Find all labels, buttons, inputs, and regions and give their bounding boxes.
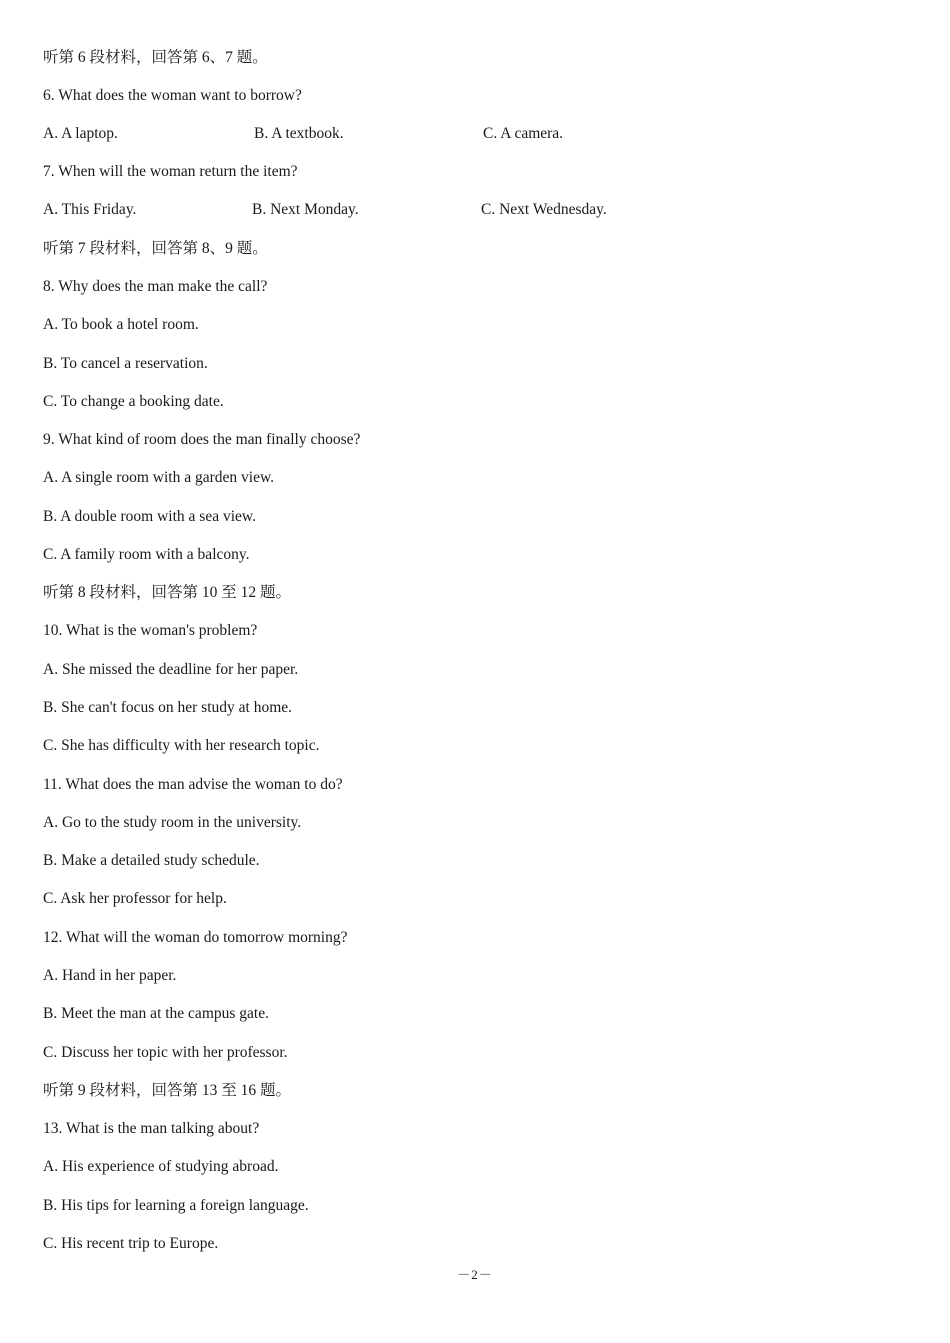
option-9a: A. A single room with a garden view. [43, 469, 275, 486]
section-heading: 听第 8 段材料，回答第 10 至 12 题。 [43, 584, 292, 601]
option-13a: A. His experience of studying abroad. [43, 1158, 279, 1175]
option-12a: A. Hand in her paper. [43, 967, 177, 984]
option-10c: C. She has difficulty with her research topic. [43, 737, 320, 754]
option-6a: A. A laptop. [43, 125, 118, 142]
option-10b: B. She can't focus on her study at home. [43, 699, 293, 716]
option-10a: A. She missed the deadline for her paper. [43, 661, 299, 678]
option-7c: C. Next Wednesday. [481, 201, 607, 218]
option-11a: A. Go to the study room in the university. [43, 814, 302, 831]
option-6b: B. A textbook. [254, 125, 344, 142]
option-9b: B. A double room with a sea view. [43, 508, 256, 525]
question-8: 8. Why does the man make the call? [43, 278, 268, 295]
page-number: －2－ [457, 1267, 493, 1282]
section-heading: 听第 9 段材料，回答第 13 至 16 题。 [43, 1082, 292, 1099]
question-13: 13. What is the man talking about? [43, 1120, 260, 1137]
option-12b: B. Meet the man at the campus gate. [43, 1005, 269, 1022]
question-10: 10. What is the woman's problem? [43, 622, 258, 639]
option-7b: B. Next Monday. [252, 201, 359, 218]
option-11c: C. Ask her professor for help. [43, 890, 227, 907]
option-9c: C. A family room with a balcony. [43, 546, 250, 563]
question-9: 9. What kind of room does the man finally choose? [43, 431, 361, 448]
question-11: 11. What does the man advise the woman to do? [43, 776, 343, 793]
option-8a: A. To book a hotel room. [43, 316, 199, 333]
option-13c: C. His recent trip to Europe. [43, 1235, 219, 1252]
option-11b: B. Make a detailed study schedule. [43, 852, 260, 869]
option-8b: B. To cancel a reservation. [43, 355, 208, 372]
option-8c: C. To change a booking date. [43, 393, 224, 410]
question-7: 7. When will the woman return the item? [43, 163, 298, 180]
section-heading: 听第 6 段材料，回答第 6、7 题。 [43, 49, 268, 66]
option-7a: A. This Friday. [43, 201, 137, 218]
question-12: 12. What will the woman do tomorrow morning? [43, 929, 348, 946]
option-13b: B. His tips for learning a foreign language. [43, 1197, 309, 1214]
option-6c: C. A camera. [483, 125, 564, 142]
section-heading: 听第 7 段材料，回答第 8、9 题。 [43, 240, 268, 257]
option-12c: C. Discuss her topic with her professor. [43, 1044, 288, 1061]
question-6: 6. What does the woman want to borrow? [43, 87, 302, 104]
